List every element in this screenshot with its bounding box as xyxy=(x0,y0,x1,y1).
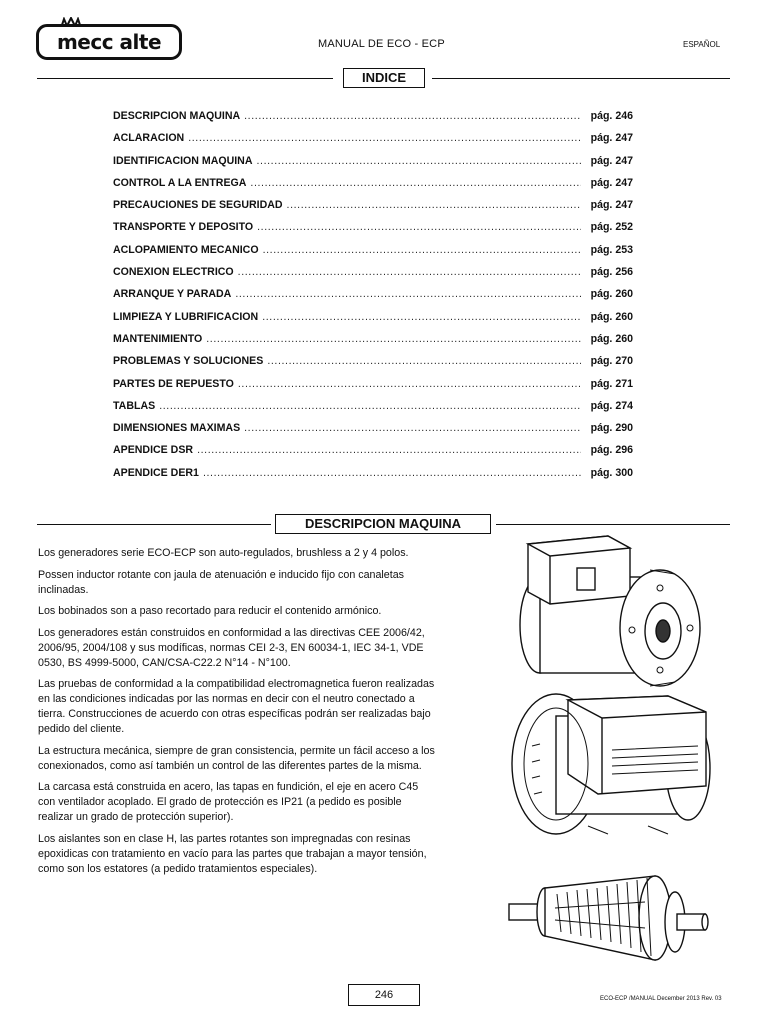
toc-dot-leader xyxy=(235,288,581,300)
description-heading-text: DESCRIPCION MAQUINA xyxy=(304,516,461,531)
toc-dot-leader xyxy=(238,266,581,278)
toc-entry-page: pág. 253 xyxy=(590,243,633,256)
toc-entry-page: pág. 270 xyxy=(590,355,633,368)
toc-entry-page: pág. 260 xyxy=(590,288,633,301)
table-of-contents xyxy=(113,110,633,489)
toc-entry xyxy=(113,177,633,199)
toc-entry xyxy=(113,400,633,422)
page-number xyxy=(348,984,420,1006)
index-rule-left xyxy=(37,78,333,79)
toc-dot-leader xyxy=(257,221,581,233)
index-rule-right xyxy=(432,78,730,79)
toc-entry-title: ARRANQUE Y PARADA xyxy=(113,288,232,301)
toc-entry-title: TABLAS xyxy=(113,399,156,412)
description-heading xyxy=(275,514,491,534)
toc-entry-title: PROBLEMAS Y SOLUCIONES xyxy=(113,355,264,368)
toc-entry-title: APENDICE DER1 xyxy=(113,466,199,479)
toc-dot-leader xyxy=(203,467,581,479)
language-label: ESPAÑOL xyxy=(683,40,721,49)
toc-dot-leader xyxy=(197,444,581,456)
toc-entry xyxy=(113,221,633,243)
description-paragraph: Las pruebas de conformidad a la compatibilidad electromagnetica fueron realizadas en las condiciones indicadas por las normas en decir con el neutro conectado a tierra. Construcciones de acuerdo con otras específicas podrán ser realizadas bajo pedido del cliente. xyxy=(38,678,435,735)
toc-entry xyxy=(113,132,633,154)
toc-entry xyxy=(113,155,633,177)
toc-entry-page: pág. 256 xyxy=(590,266,633,279)
toc-entry-page: pág. 274 xyxy=(590,399,633,412)
toc-dot-leader xyxy=(159,400,581,412)
toc-entry-title: PRECAUCIONES DE SEGURIDAD xyxy=(113,199,283,212)
description-rule-right xyxy=(496,524,730,525)
description-paragraph: Los bobinados son a paso recortado para reducir el contenido armónico. xyxy=(38,605,382,617)
description-paragraph: Los generadores serie ECO-ECP son auto-regulados, brushless a 2 y 4 polos. xyxy=(38,547,409,559)
toc-dot-leader xyxy=(244,110,581,122)
description-paragraph: Los aislantes son en clase H, las partes rotantes son impregnadas con resinas epoxidicas con tratamiento en vacío para las partes que trabajan a mayor tensión, como son los estatores (a pedido tratamientos especiales). xyxy=(38,832,427,875)
toc-dot-leader xyxy=(244,422,581,434)
toc-entry-page: pág. 247 xyxy=(590,199,633,212)
toc-dot-leader xyxy=(250,177,581,189)
toc-entry-title: DESCRIPCION MAQUINA xyxy=(113,110,241,122)
toc-entry-title: DIMENSIONES MAXIMAS xyxy=(113,422,241,435)
toc-entry xyxy=(113,288,633,310)
meccalte-logo xyxy=(36,24,182,60)
document-title: MANUAL DE ECO - ECP xyxy=(318,38,445,50)
toc-entry-page: pág. 300 xyxy=(590,466,633,479)
description-rule-left xyxy=(37,524,271,525)
description-body xyxy=(38,546,438,883)
toc-entry xyxy=(113,355,633,377)
toc-dot-leader xyxy=(188,132,581,144)
toc-entry xyxy=(113,378,633,400)
rotor-illustration xyxy=(505,862,713,970)
toc-entry-page: pág. 246 xyxy=(590,110,633,122)
toc-entry-title: CONTROL A LA ENTREGA xyxy=(113,176,247,189)
toc-entry-title: MANTENIMIENTO xyxy=(113,332,203,345)
toc-entry-title: ACLARACION xyxy=(113,132,185,145)
toc-entry xyxy=(113,333,633,355)
toc-entry-page: pág. 260 xyxy=(590,310,633,323)
toc-entry-title: CONEXION ELECTRICO xyxy=(113,266,234,279)
description-paragraph: Possen inductor rotante con jaula de atenuación e inducido fijo con canaletas inclinadas. xyxy=(38,568,404,596)
toc-entry-page: pág. 247 xyxy=(590,132,633,145)
toc-entry-page: pág. 247 xyxy=(590,154,633,167)
toc-entry-title: LIMPIEZA Y LUBRIFICACION xyxy=(113,310,259,323)
toc-entry xyxy=(113,266,633,288)
toc-entry xyxy=(113,110,633,132)
toc-entry-title: APENDICE DSR xyxy=(113,444,194,457)
toc-dot-leader xyxy=(206,333,581,345)
description-paragraph: Los generadores están construidos en conformidad a las directivas CEE 2006/42, 2006/95, 2004/108 y sus modíficas, normas CEI 2-3, EN 60034-1, IEC 34-1, VDE 0530, BS 4999-5000, CAN/CSA-C22.2 N°14 - N°100. xyxy=(38,626,425,669)
toc-entry-page: pág. 271 xyxy=(590,377,633,390)
toc-entry-page: pág. 296 xyxy=(590,444,633,457)
toc-entry-title: ACLOPAMIENTO MECANICO xyxy=(113,243,259,256)
toc-entry xyxy=(113,467,633,489)
toc-dot-leader xyxy=(287,199,581,211)
toc-entry xyxy=(113,422,633,444)
toc-dot-leader xyxy=(256,155,581,167)
toc-entry-page: pág. 260 xyxy=(590,332,633,345)
toc-entry-page: pág. 252 xyxy=(590,221,633,234)
toc-entry-title: IDENTIFICACION MAQUINA xyxy=(113,154,253,167)
toc-entry xyxy=(113,444,633,466)
toc-entry xyxy=(113,199,633,221)
generator-illustration-middle xyxy=(498,686,720,858)
index-heading xyxy=(343,68,425,88)
logo-text: mecc alte xyxy=(56,30,162,54)
toc-entry-page: pág. 290 xyxy=(590,422,633,435)
toc-entry xyxy=(113,311,633,333)
document-reference: ECO-ECP /MANUAL December 2013 Rev. 03 xyxy=(600,996,722,1002)
toc-dot-leader xyxy=(263,244,581,256)
page-number-text: 246 xyxy=(374,989,394,1001)
toc-dot-leader xyxy=(262,311,581,323)
description-paragraph: La estructura mecánica, siempre de gran consistencia, permite un fácil acceso a los conexionados, como así también un control de las diferentes partes de la misma. xyxy=(38,744,435,772)
toc-entry-title: PARTES DE REPUESTO xyxy=(113,377,234,390)
toc-entry-title: TRANSPORTE Y DEPOSITO xyxy=(113,221,254,234)
description-paragraph: La carcasa está construida en acero, las tapas en fundición, el eje en acero C45 con ventilador acoplado. El grado de protección es IP21 (a pedido es posible realizar un grado de protección superior). xyxy=(38,781,419,823)
toc-dot-leader xyxy=(267,355,581,367)
generator-illustration-top xyxy=(500,530,715,690)
toc-entry-page: pág. 247 xyxy=(590,176,633,189)
index-heading-text: INDICE xyxy=(361,70,407,85)
toc-dot-leader xyxy=(238,378,581,390)
toc-entry xyxy=(113,244,633,266)
